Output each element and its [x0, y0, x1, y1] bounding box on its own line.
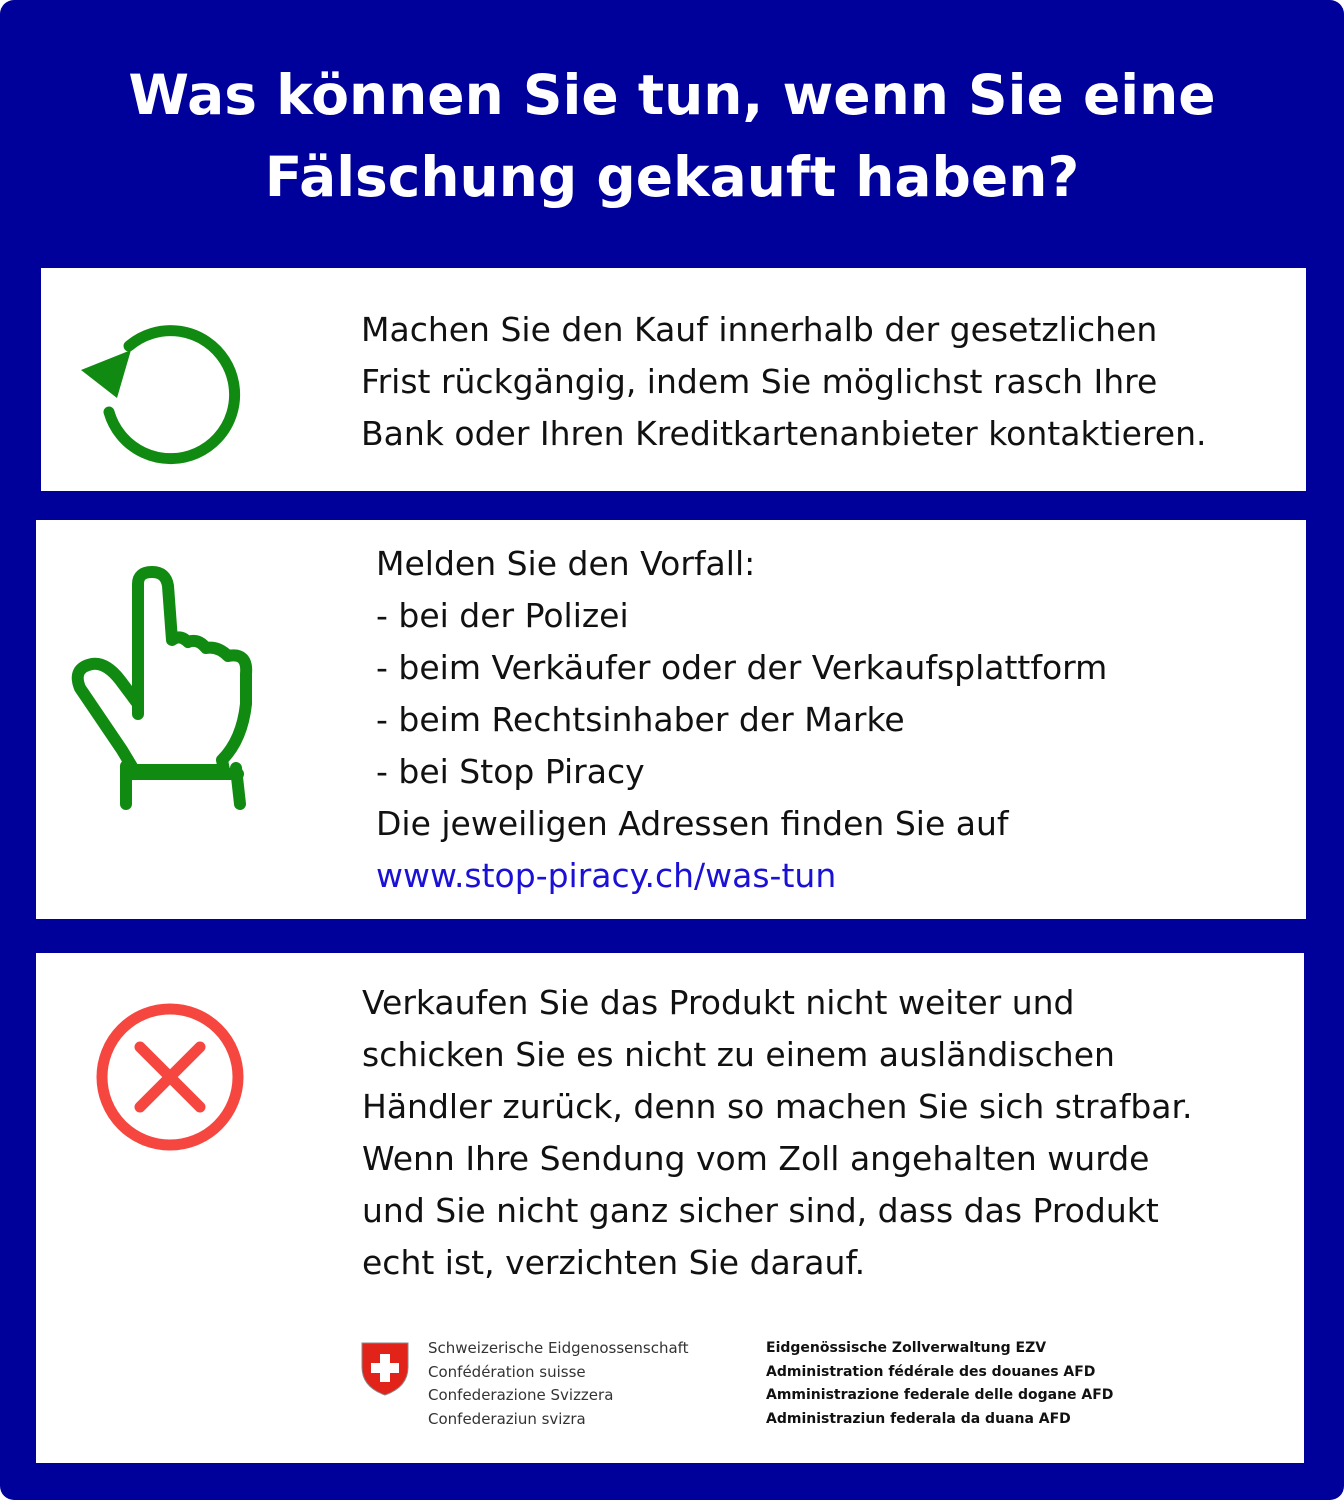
do-not-resell-text	[362, 977, 1193, 1289]
text-line: Die jeweiligen Adressen finden Sie auf	[376, 804, 1009, 843]
list-item: - beim Rechtsinhaber der Marke	[376, 700, 905, 739]
cancel-purchase-text	[361, 304, 1207, 460]
text-line: Melden Sie den Vorfall:	[376, 544, 756, 583]
text-line: Händler zurück, denn so machen Sie sich strafbar.	[362, 1087, 1193, 1126]
report-incident-text	[376, 538, 1107, 902]
federal-footer	[360, 1337, 1260, 1433]
undo-icon	[77, 312, 247, 476]
text-line: echt ist, verzichten Sie darauf.	[362, 1243, 866, 1282]
agency-name: Administraziun federala da duana AFD	[766, 1410, 1071, 1427]
list-item: - beim Verkäufer oder der Verkaufsplattform	[376, 648, 1108, 687]
confederation-name: Confederazione Svizzera	[428, 1386, 614, 1404]
title-line-1: Was können Sie tun, wenn Sie eine	[128, 63, 1216, 127]
swiss-coat-of-arms-icon	[360, 1341, 410, 1401]
agency-name: Amministrazione federale delle dogane AFD	[766, 1387, 1114, 1403]
confederation-names	[428, 1337, 689, 1431]
text-line: und Sie nicht ganz sicher sind, dass das Produkt	[362, 1191, 1159, 1230]
stop-piracy-link[interactable]: www.stop-piracy.ch/was-tun	[376, 856, 837, 895]
text-line: Machen Sie den Kauf innerhalb der gesetzlichen	[361, 310, 1158, 349]
panel-cancel-purchase	[41, 268, 1306, 491]
agency-name: Eidgenössische Zollverwaltung EZV	[766, 1340, 1047, 1356]
page-title	[0, 54, 1344, 218]
text-line: Bank oder Ihren Kreditkartenanbieter kontaktieren.	[361, 414, 1207, 453]
panel-do-not-resell	[36, 953, 1304, 1463]
text-line: Verkaufen Sie das Produkt nicht weiter und	[362, 983, 1075, 1022]
list-item: - bei Stop Piracy	[376, 752, 645, 791]
text-line: schicken Sie es nicht zu einem ausländischen	[362, 1035, 1115, 1074]
pointing-hand-icon	[62, 564, 262, 818]
title-line-2: Fälschung gekauft haben?	[264, 145, 1080, 209]
agency-name: Administration fédérale des douanes AFD	[766, 1363, 1096, 1380]
list-item: - bei der Polizei	[376, 596, 629, 635]
confederation-name: Confédération suisse	[428, 1362, 586, 1381]
panel-report-incident	[36, 520, 1306, 919]
text-line: Wenn Ihre Sendung vom Zoll angehalten wurde	[362, 1139, 1150, 1178]
confederation-name: Confederaziun svizra	[428, 1409, 586, 1428]
text-line: Frist rückgängig, indem Sie möglichst rasch Ihre	[361, 362, 1158, 401]
cross-circle-icon	[90, 997, 250, 1161]
customs-agency-names	[766, 1337, 1113, 1431]
confederation-name: Schweizerische Eidgenossenschaft	[428, 1339, 689, 1357]
